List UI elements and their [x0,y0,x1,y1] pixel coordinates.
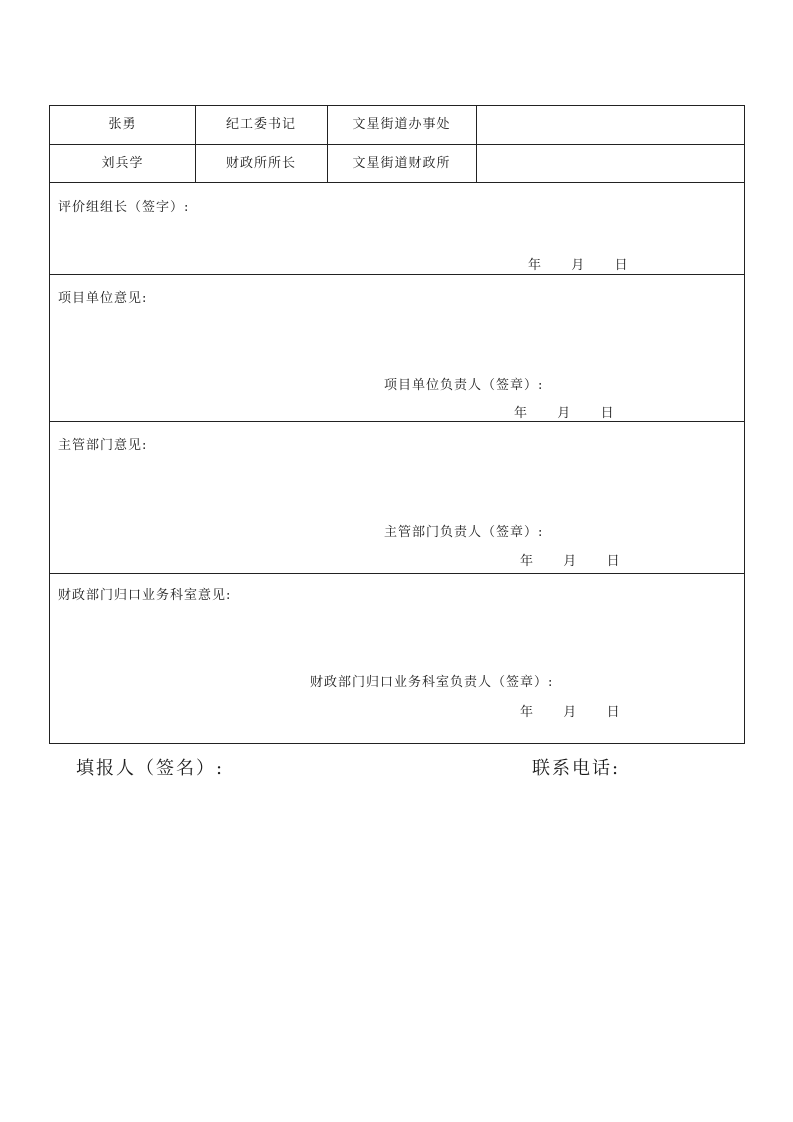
supervisor-signer-label: 主管部门负责人（签章）: [384,525,544,540]
day-label: 日 [600,406,614,421]
contact-phone-label: 联系电话: [532,758,621,779]
month-label: 月 [563,554,577,569]
finance-signer-label: 财政部门归口业务科室负责人（签章）: [310,675,554,690]
member-position-cell: 财政所所长 [225,156,296,171]
month-label: 月 [557,406,571,421]
member-unit-cell: 文星街道财政所 [352,156,451,171]
project-unit-opinion-label: 项目单位意见: [58,291,148,306]
row-divider [50,274,744,275]
member-name-cell: 刘兵学 [101,156,144,171]
filler-signature-label: 填报人（签名）: [76,758,225,779]
row-divider [50,421,744,422]
day-label: 日 [606,705,620,720]
member-unit-cell: 文星街道办事处 [352,117,451,132]
project-unit-signer-label: 项目单位负责人（签章）: [384,378,544,393]
leader-signature-label: 评价组组长（签字）: [58,200,190,215]
year-label: 年 [520,554,534,569]
month-label: 月 [563,705,577,720]
day-label: 日 [606,554,620,569]
row-divider [50,573,744,574]
month-label: 月 [571,258,585,273]
year-label: 年 [520,705,534,720]
member-position-cell: 纪工委书记 [225,117,296,132]
year-label: 年 [528,258,542,273]
supervisor-date[interactable] [520,550,620,569]
member-note-cell[interactable] [476,106,744,144]
evaluation-form-table [49,105,745,744]
leader-date[interactable] [528,254,628,273]
year-label: 年 [514,406,528,421]
day-label: 日 [614,258,628,273]
member-note-cell[interactable] [476,145,744,183]
member-name-cell: 张勇 [108,117,137,132]
supervisor-opinion-label: 主管部门意见: [58,438,148,453]
project-unit-date[interactable] [514,402,614,421]
row-divider [50,182,744,183]
finance-opinion-label: 财政部门归口业务科室意见: [58,588,232,603]
finance-date[interactable] [520,701,620,720]
